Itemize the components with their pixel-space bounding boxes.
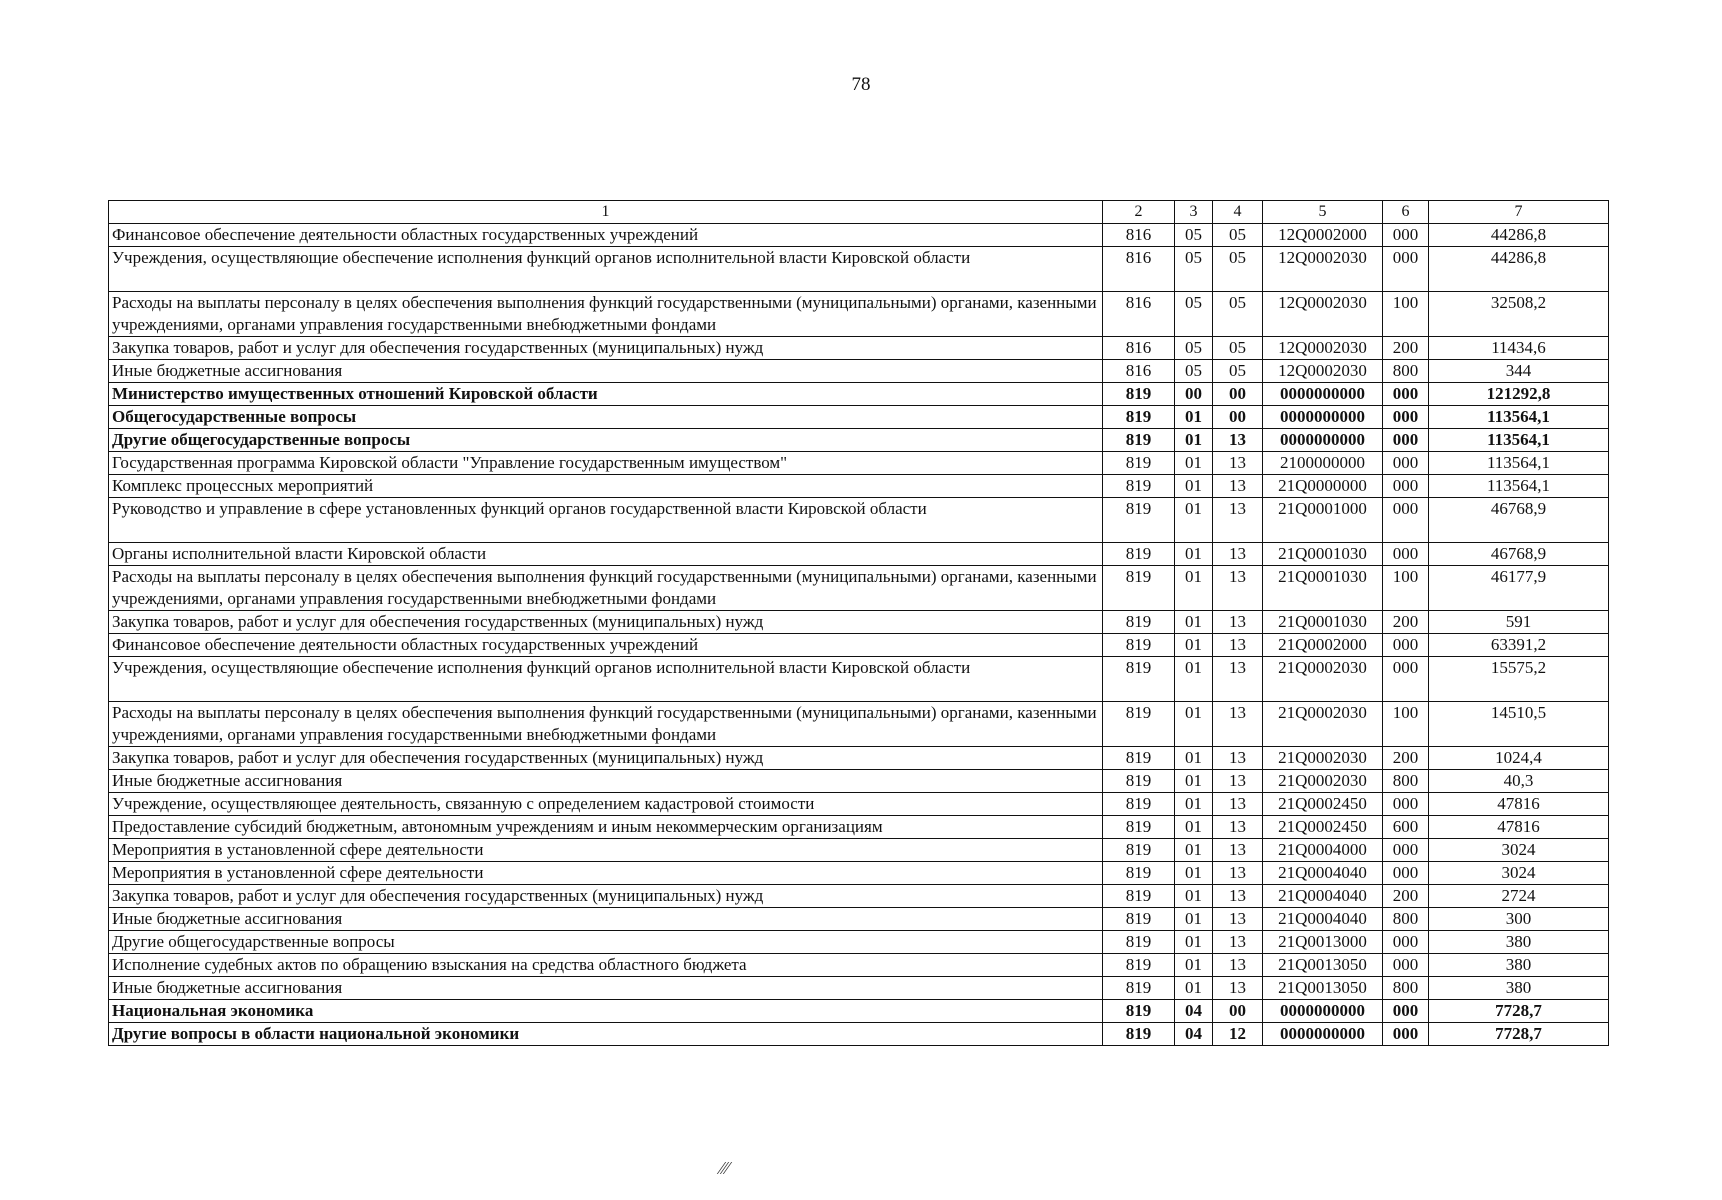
row-col-5-cell: 21Q0001030 xyxy=(1263,543,1383,566)
row-col-3-cell: 01 xyxy=(1175,954,1213,977)
row-name-cell: Расходы на выплаты персоналу в целях обеспечения выполнения функций государственными (муниципальными) органами, казенными учреждениями, органами управления государственными внебюджетными фондами xyxy=(109,292,1103,337)
row-col-7-cell: 344 xyxy=(1429,360,1609,383)
row-col-2-cell: 819 xyxy=(1103,908,1175,931)
row-col-7-cell: 113564,1 xyxy=(1429,429,1609,452)
row-col-3-cell: 01 xyxy=(1175,406,1213,429)
row-name-cell: Государственная программа Кировской области "Управление государственным имуществом" xyxy=(109,452,1103,475)
row-col-3-cell: 01 xyxy=(1175,908,1213,931)
row-col-5-cell: 12Q0002030 xyxy=(1263,337,1383,360)
row-name-cell: Предоставление субсидий бюджетным, автономным учреждениям и иным некоммерческим организациям xyxy=(109,816,1103,839)
table-row xyxy=(109,839,1609,862)
row-col-6-cell: 000 xyxy=(1383,224,1429,247)
row-col-5-cell: 21Q0002030 xyxy=(1263,657,1383,702)
row-col-2-cell: 819 xyxy=(1103,1000,1175,1023)
row-col-2-cell: 819 xyxy=(1103,383,1175,406)
row-col-5-cell: 21Q0004040 xyxy=(1263,885,1383,908)
table-row xyxy=(109,908,1609,931)
row-col-5-cell: 21Q0004040 xyxy=(1263,862,1383,885)
row-col-6-cell: 800 xyxy=(1383,977,1429,1000)
row-name-cell: Общегосударственные вопросы xyxy=(109,406,1103,429)
handwritten-mark: ⁄⁄⁄ xyxy=(720,1158,730,1178)
row-col-7-cell: 46177,9 xyxy=(1429,566,1609,611)
table-row xyxy=(109,543,1609,566)
row-col-3-cell: 04 xyxy=(1175,1023,1213,1046)
row-col-6-cell: 200 xyxy=(1383,611,1429,634)
row-col-2-cell: 819 xyxy=(1103,543,1175,566)
row-col-7-cell: 380 xyxy=(1429,977,1609,1000)
table-row xyxy=(109,977,1609,1000)
row-col-5-cell: 21Q0002450 xyxy=(1263,793,1383,816)
row-col-7-cell: 7728,7 xyxy=(1429,1000,1609,1023)
row-col-4-cell: 13 xyxy=(1213,634,1263,657)
row-col-5-cell: 21Q0001030 xyxy=(1263,611,1383,634)
row-col-4-cell: 05 xyxy=(1213,292,1263,337)
row-col-4-cell: 13 xyxy=(1213,977,1263,1000)
row-col-2-cell: 819 xyxy=(1103,406,1175,429)
row-col-4-cell: 13 xyxy=(1213,702,1263,747)
row-col-6-cell: 000 xyxy=(1383,657,1429,702)
header-cell-6: 6 xyxy=(1383,201,1429,224)
row-name-cell: Мероприятия в установленной сфере деятельности xyxy=(109,839,1103,862)
row-col-5-cell: 12Q0002030 xyxy=(1263,292,1383,337)
row-name-cell: Учреждение, осуществляющее деятельность, связанную с определением кадастровой стоимости xyxy=(109,793,1103,816)
row-col-4-cell: 13 xyxy=(1213,885,1263,908)
row-name-cell: Иные бюджетные ассигнования xyxy=(109,908,1103,931)
row-col-7-cell: 380 xyxy=(1429,931,1609,954)
row-name-cell: Руководство и управление в сфере установленных функций органов государственной власти Кировской области xyxy=(109,498,1103,543)
table-row xyxy=(109,657,1609,702)
row-col-4-cell: 13 xyxy=(1213,747,1263,770)
row-name-cell: Закупка товаров, работ и услуг для обеспечения государственных (муниципальных) нужд xyxy=(109,885,1103,908)
row-col-7-cell: 40,3 xyxy=(1429,770,1609,793)
row-col-6-cell: 200 xyxy=(1383,885,1429,908)
row-col-7-cell: 591 xyxy=(1429,611,1609,634)
row-col-6-cell: 000 xyxy=(1383,406,1429,429)
row-col-5-cell: 21Q0002450 xyxy=(1263,816,1383,839)
row-col-7-cell: 46768,9 xyxy=(1429,543,1609,566)
row-col-4-cell: 13 xyxy=(1213,793,1263,816)
row-col-6-cell: 000 xyxy=(1383,543,1429,566)
row-col-6-cell: 000 xyxy=(1383,954,1429,977)
row-col-6-cell: 600 xyxy=(1383,816,1429,839)
row-name-cell: Закупка товаров, работ и услуг для обеспечения государственных (муниципальных) нужд xyxy=(109,611,1103,634)
row-col-5-cell: 21Q0002000 xyxy=(1263,634,1383,657)
row-col-3-cell: 05 xyxy=(1175,292,1213,337)
row-col-4-cell: 12 xyxy=(1213,1023,1263,1046)
row-col-7-cell: 121292,8 xyxy=(1429,383,1609,406)
row-name-cell: Другие общегосударственные вопросы xyxy=(109,429,1103,452)
row-col-5-cell: 2100000000 xyxy=(1263,452,1383,475)
row-col-5-cell: 12Q0002000 xyxy=(1263,224,1383,247)
row-col-2-cell: 819 xyxy=(1103,1023,1175,1046)
row-col-5-cell: 0000000000 xyxy=(1263,1023,1383,1046)
table-row xyxy=(109,452,1609,475)
row-col-7-cell: 3024 xyxy=(1429,839,1609,862)
row-col-5-cell: 21Q0001000 xyxy=(1263,498,1383,543)
row-col-4-cell: 13 xyxy=(1213,839,1263,862)
row-col-6-cell: 000 xyxy=(1383,475,1429,498)
table-row xyxy=(109,224,1609,247)
row-col-2-cell: 819 xyxy=(1103,862,1175,885)
row-col-6-cell: 000 xyxy=(1383,634,1429,657)
row-col-2-cell: 816 xyxy=(1103,360,1175,383)
row-col-7-cell: 47816 xyxy=(1429,793,1609,816)
row-col-4-cell: 13 xyxy=(1213,816,1263,839)
row-col-4-cell: 13 xyxy=(1213,908,1263,931)
row-col-7-cell: 3024 xyxy=(1429,862,1609,885)
row-col-3-cell: 04 xyxy=(1175,1000,1213,1023)
table-row xyxy=(109,475,1609,498)
row-col-2-cell: 819 xyxy=(1103,702,1175,747)
row-col-3-cell: 00 xyxy=(1175,383,1213,406)
row-col-5-cell: 21Q0001030 xyxy=(1263,566,1383,611)
row-name-cell: Мероприятия в установленной сфере деятельности xyxy=(109,862,1103,885)
row-col-3-cell: 01 xyxy=(1175,634,1213,657)
row-name-cell: Закупка товаров, работ и услуг для обеспечения государственных (муниципальных) нужд xyxy=(109,747,1103,770)
row-col-2-cell: 819 xyxy=(1103,429,1175,452)
row-col-7-cell: 380 xyxy=(1429,954,1609,977)
row-col-3-cell: 01 xyxy=(1175,611,1213,634)
table-row xyxy=(109,793,1609,816)
row-col-3-cell: 01 xyxy=(1175,885,1213,908)
row-name-cell: Органы исполнительной власти Кировской области xyxy=(109,543,1103,566)
row-col-6-cell: 800 xyxy=(1383,360,1429,383)
table-row xyxy=(109,634,1609,657)
row-col-6-cell: 000 xyxy=(1383,793,1429,816)
row-col-3-cell: 01 xyxy=(1175,770,1213,793)
row-col-2-cell: 819 xyxy=(1103,452,1175,475)
row-col-7-cell: 46768,9 xyxy=(1429,498,1609,543)
row-col-7-cell: 300 xyxy=(1429,908,1609,931)
row-col-5-cell: 0000000000 xyxy=(1263,1000,1383,1023)
table-row xyxy=(109,566,1609,611)
row-col-6-cell: 000 xyxy=(1383,1000,1429,1023)
table-row xyxy=(109,406,1609,429)
table-row xyxy=(109,1023,1609,1046)
row-col-7-cell: 14510,5 xyxy=(1429,702,1609,747)
header-cell-4: 4 xyxy=(1213,201,1263,224)
row-col-6-cell: 800 xyxy=(1383,908,1429,931)
table-row xyxy=(109,885,1609,908)
row-col-2-cell: 819 xyxy=(1103,634,1175,657)
row-col-3-cell: 01 xyxy=(1175,931,1213,954)
row-col-7-cell: 44286,8 xyxy=(1429,247,1609,292)
row-name-cell: Учреждения, осуществляющие обеспечение исполнения функций органов исполнительной власти Кировской области xyxy=(109,247,1103,292)
row-name-cell: Другие вопросы в области национальной экономики xyxy=(109,1023,1103,1046)
row-col-7-cell: 63391,2 xyxy=(1429,634,1609,657)
row-col-6-cell: 200 xyxy=(1383,337,1429,360)
row-col-5-cell: 21Q0013000 xyxy=(1263,931,1383,954)
row-col-3-cell: 01 xyxy=(1175,793,1213,816)
row-col-7-cell: 1024,4 xyxy=(1429,747,1609,770)
row-col-5-cell: 21Q0004040 xyxy=(1263,908,1383,931)
row-name-cell: Иные бюджетные ассигнования xyxy=(109,770,1103,793)
row-name-cell: Иные бюджетные ассигнования xyxy=(109,360,1103,383)
row-col-7-cell: 113564,1 xyxy=(1429,406,1609,429)
row-col-2-cell: 819 xyxy=(1103,611,1175,634)
header-cell-1: 1 xyxy=(109,201,1103,224)
row-col-6-cell: 800 xyxy=(1383,770,1429,793)
row-col-7-cell: 7728,7 xyxy=(1429,1023,1609,1046)
row-col-5-cell: 21Q0004000 xyxy=(1263,839,1383,862)
header-cell-2: 2 xyxy=(1103,201,1175,224)
row-col-6-cell: 000 xyxy=(1383,498,1429,543)
row-col-2-cell: 816 xyxy=(1103,247,1175,292)
row-col-3-cell: 01 xyxy=(1175,657,1213,702)
table-row xyxy=(109,770,1609,793)
row-name-cell: Финансовое обеспечение деятельности областных государственных учреждений xyxy=(109,634,1103,657)
row-col-2-cell: 819 xyxy=(1103,839,1175,862)
row-col-2-cell: 819 xyxy=(1103,816,1175,839)
row-col-7-cell: 2724 xyxy=(1429,885,1609,908)
row-col-4-cell: 05 xyxy=(1213,337,1263,360)
page-number: 78 xyxy=(851,74,871,95)
row-col-4-cell: 00 xyxy=(1213,406,1263,429)
row-col-5-cell: 21Q0002030 xyxy=(1263,770,1383,793)
table-row xyxy=(109,1000,1609,1023)
row-col-2-cell: 819 xyxy=(1103,793,1175,816)
row-col-4-cell: 13 xyxy=(1213,429,1263,452)
row-col-4-cell: 13 xyxy=(1213,475,1263,498)
row-col-7-cell: 32508,2 xyxy=(1429,292,1609,337)
row-col-3-cell: 01 xyxy=(1175,429,1213,452)
row-col-3-cell: 05 xyxy=(1175,360,1213,383)
row-col-7-cell: 113564,1 xyxy=(1429,452,1609,475)
table-row xyxy=(109,337,1609,360)
row-col-3-cell: 01 xyxy=(1175,862,1213,885)
row-name-cell: Министерство имущественных отношений Кировской области xyxy=(109,383,1103,406)
row-name-cell: Расходы на выплаты персоналу в целях обеспечения выполнения функций государственными (муниципальными) органами, казенными учреждениями, органами управления государственными внебюджетными фондами xyxy=(109,702,1103,747)
row-col-3-cell: 05 xyxy=(1175,224,1213,247)
row-col-4-cell: 13 xyxy=(1213,770,1263,793)
table-row xyxy=(109,747,1609,770)
row-col-5-cell: 21Q0002030 xyxy=(1263,702,1383,747)
row-col-6-cell: 000 xyxy=(1383,1023,1429,1046)
row-col-2-cell: 819 xyxy=(1103,931,1175,954)
row-col-6-cell: 000 xyxy=(1383,862,1429,885)
row-col-6-cell: 000 xyxy=(1383,931,1429,954)
row-col-3-cell: 05 xyxy=(1175,247,1213,292)
row-col-3-cell: 01 xyxy=(1175,566,1213,611)
row-col-4-cell: 00 xyxy=(1213,383,1263,406)
row-col-7-cell: 11434,6 xyxy=(1429,337,1609,360)
row-col-6-cell: 000 xyxy=(1383,383,1429,406)
row-col-2-cell: 819 xyxy=(1103,657,1175,702)
row-col-4-cell: 00 xyxy=(1213,1000,1263,1023)
row-col-3-cell: 01 xyxy=(1175,543,1213,566)
row-col-4-cell: 05 xyxy=(1213,360,1263,383)
row-col-3-cell: 01 xyxy=(1175,475,1213,498)
row-col-4-cell: 13 xyxy=(1213,954,1263,977)
table-row xyxy=(109,931,1609,954)
row-col-2-cell: 819 xyxy=(1103,566,1175,611)
row-name-cell: Расходы на выплаты персоналу в целях обеспечения выполнения функций государственными (муниципальными) органами, казенными учреждениями, органами управления государственными внебюджетными фондами xyxy=(109,566,1103,611)
row-col-6-cell: 200 xyxy=(1383,747,1429,770)
row-col-7-cell: 47816 xyxy=(1429,816,1609,839)
row-col-4-cell: 05 xyxy=(1213,247,1263,292)
row-col-5-cell: 12Q0002030 xyxy=(1263,360,1383,383)
row-col-5-cell: 0000000000 xyxy=(1263,429,1383,452)
row-col-2-cell: 819 xyxy=(1103,770,1175,793)
header-cell-5: 5 xyxy=(1263,201,1383,224)
table-row xyxy=(109,611,1609,634)
row-col-5-cell: 21Q0013050 xyxy=(1263,954,1383,977)
row-name-cell: Финансовое обеспечение деятельности областных государственных учреждений xyxy=(109,224,1103,247)
table-row xyxy=(109,247,1609,292)
table-header-row xyxy=(109,201,1609,224)
row-col-6-cell: 100 xyxy=(1383,566,1429,611)
row-col-4-cell: 05 xyxy=(1213,224,1263,247)
row-col-5-cell: 0000000000 xyxy=(1263,383,1383,406)
row-col-3-cell: 01 xyxy=(1175,977,1213,1000)
row-col-5-cell: 21Q0013050 xyxy=(1263,977,1383,1000)
row-col-6-cell: 000 xyxy=(1383,452,1429,475)
row-col-2-cell: 816 xyxy=(1103,224,1175,247)
table-row xyxy=(109,816,1609,839)
row-col-5-cell: 21Q0000000 xyxy=(1263,475,1383,498)
row-col-5-cell: 21Q0002030 xyxy=(1263,747,1383,770)
row-name-cell: Исполнение судебных актов по обращению взыскания на средства областного бюджета xyxy=(109,954,1103,977)
row-name-cell: Комплекс процессных мероприятий xyxy=(109,475,1103,498)
table-row xyxy=(109,429,1609,452)
row-name-cell: Учреждения, осуществляющие обеспечение исполнения функций органов исполнительной власти Кировской области xyxy=(109,657,1103,702)
row-col-4-cell: 13 xyxy=(1213,452,1263,475)
row-col-4-cell: 13 xyxy=(1213,862,1263,885)
row-col-2-cell: 816 xyxy=(1103,337,1175,360)
table-row xyxy=(109,862,1609,885)
row-col-3-cell: 05 xyxy=(1175,337,1213,360)
row-col-2-cell: 816 xyxy=(1103,292,1175,337)
header-cell-3: 3 xyxy=(1175,201,1213,224)
table-row xyxy=(109,360,1609,383)
table-row xyxy=(109,498,1609,543)
row-col-5-cell: 0000000000 xyxy=(1263,406,1383,429)
table-row xyxy=(109,702,1609,747)
row-name-cell: Национальная экономика xyxy=(109,1000,1103,1023)
row-col-4-cell: 13 xyxy=(1213,498,1263,543)
budget-table xyxy=(108,200,1609,1046)
row-col-6-cell: 000 xyxy=(1383,247,1429,292)
table-row xyxy=(109,954,1609,977)
row-col-3-cell: 01 xyxy=(1175,702,1213,747)
row-col-4-cell: 13 xyxy=(1213,543,1263,566)
row-col-4-cell: 13 xyxy=(1213,657,1263,702)
row-col-4-cell: 13 xyxy=(1213,931,1263,954)
row-col-3-cell: 01 xyxy=(1175,747,1213,770)
row-col-3-cell: 01 xyxy=(1175,498,1213,543)
row-col-3-cell: 01 xyxy=(1175,452,1213,475)
row-col-6-cell: 100 xyxy=(1383,702,1429,747)
row-col-2-cell: 819 xyxy=(1103,475,1175,498)
row-col-2-cell: 819 xyxy=(1103,954,1175,977)
row-col-2-cell: 819 xyxy=(1103,498,1175,543)
row-name-cell: Другие общегосударственные вопросы xyxy=(109,931,1103,954)
table-row xyxy=(109,383,1609,406)
row-col-7-cell: 113564,1 xyxy=(1429,475,1609,498)
row-name-cell: Закупка товаров, работ и услуг для обеспечения государственных (муниципальных) нужд xyxy=(109,337,1103,360)
row-col-7-cell: 15575,2 xyxy=(1429,657,1609,702)
header-cell-7: 7 xyxy=(1429,201,1609,224)
row-col-6-cell: 100 xyxy=(1383,292,1429,337)
row-col-2-cell: 819 xyxy=(1103,885,1175,908)
row-col-3-cell: 01 xyxy=(1175,816,1213,839)
row-col-6-cell: 000 xyxy=(1383,839,1429,862)
table-row xyxy=(109,292,1609,337)
row-col-4-cell: 13 xyxy=(1213,566,1263,611)
row-col-7-cell: 44286,8 xyxy=(1429,224,1609,247)
row-col-2-cell: 819 xyxy=(1103,747,1175,770)
row-col-6-cell: 000 xyxy=(1383,429,1429,452)
row-col-4-cell: 13 xyxy=(1213,611,1263,634)
row-col-3-cell: 01 xyxy=(1175,839,1213,862)
row-col-2-cell: 819 xyxy=(1103,977,1175,1000)
row-col-5-cell: 12Q0002030 xyxy=(1263,247,1383,292)
row-name-cell: Иные бюджетные ассигнования xyxy=(109,977,1103,1000)
